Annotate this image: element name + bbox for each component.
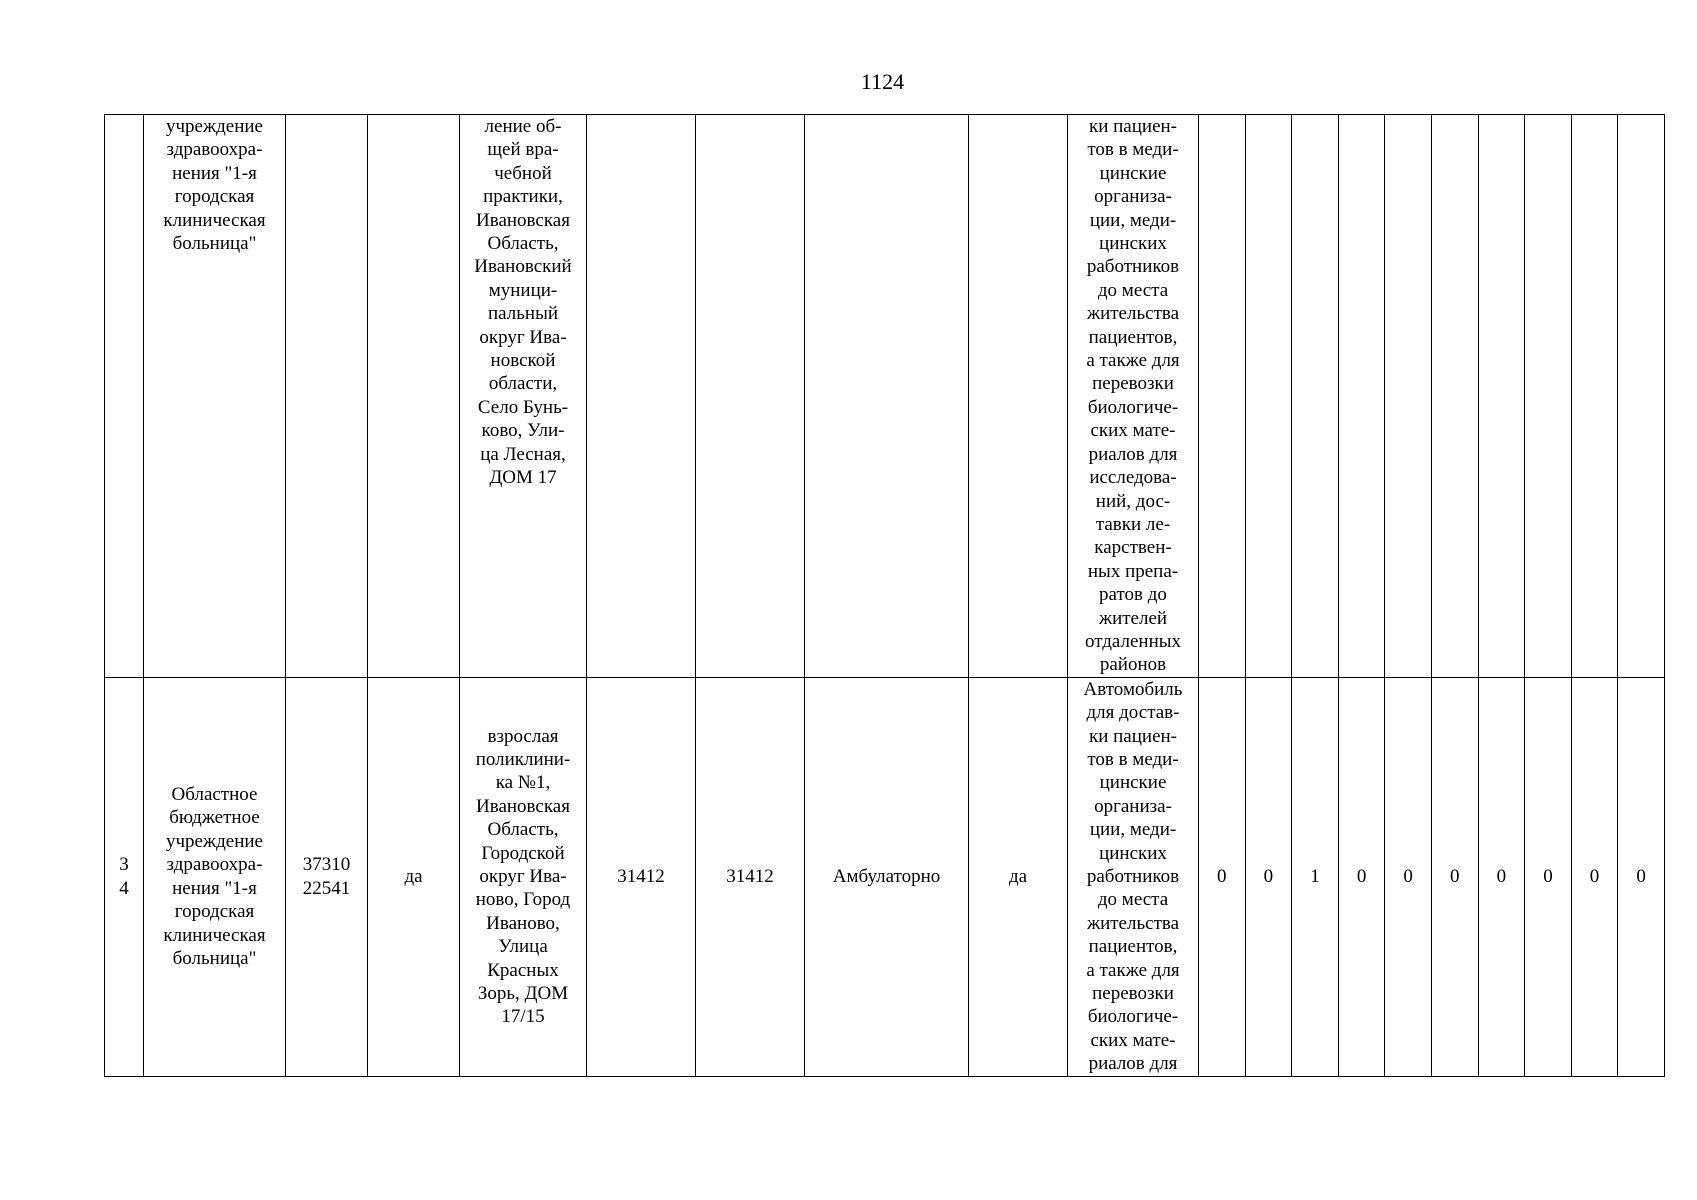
value-cell [1571, 115, 1618, 678]
code-cell [696, 115, 805, 678]
value-cell [1199, 115, 1246, 678]
organization-cell: учреждение здравоохра- нения "1-я городская клиническая больница" [144, 115, 286, 678]
purpose-cell: ки пациен- тов в меди- цинские организа- ции, меди- цинских работников до места жительства пациентов, а также для перевозки биологиче- ских мате- риалов для исследова- ний, дос- тавки ле- карствен- ных препа- ратов до жителей отдаленных районов [1068, 115, 1199, 678]
organization-cell: Областное бюджетное учреждение здравоохра- нения "1-я городская клиническая больница" [144, 677, 286, 1076]
flag-cell: да [368, 677, 460, 1076]
value-cell: 0 [1618, 677, 1665, 1076]
data-table [104, 114, 1665, 1077]
code-cell [587, 115, 696, 678]
inn-cell [286, 115, 368, 678]
value-cell: 0 [1478, 677, 1525, 1076]
value-cell [1618, 115, 1665, 678]
care-type-cell [805, 115, 969, 678]
page-number: 1124 [860, 69, 905, 94]
value-cell [1431, 115, 1478, 678]
code-cell: 31412 [696, 677, 805, 1076]
value-cell [1292, 115, 1339, 678]
value-cell [1245, 115, 1292, 678]
value-cell: 1 [1292, 677, 1339, 1076]
inn-cell: 37310 22541 [286, 677, 368, 1076]
value-cell: 0 [1525, 677, 1572, 1076]
value-cell [1478, 115, 1525, 678]
value-cell: 0 [1571, 677, 1618, 1076]
address-cell: взрослая поликлини- ка №1, Ивановская Область, Городской округ Ива- ново, Город Иваново, Улица Красных Зорь, ДОМ 17/15 [460, 677, 587, 1076]
care-type-cell: Амбулаторно [805, 677, 969, 1076]
value-cell: 0 [1431, 677, 1478, 1076]
table-row [105, 115, 1665, 678]
row-number-cell [105, 115, 144, 678]
flag-cell [368, 115, 460, 678]
value-cell [1525, 115, 1572, 678]
value-cell [1338, 115, 1385, 678]
purpose-cell: Автомобиль для достав- ки пациен- тов в меди- цинские организа- ции, меди- цинских работников до места жительства пациентов, а также для перевозки биологиче- ских мате- риалов для [1068, 677, 1199, 1076]
value-cell: 0 [1245, 677, 1292, 1076]
address-cell: ление об- щей вра- чебной практики, Ивановская Область, Ивановский муници- пальный округ Ива- новской области, Село Бунь- ково, Ули- ца Лесная, ДОМ 17 [460, 115, 587, 678]
flag-cell [969, 115, 1068, 678]
flag-cell: да [969, 677, 1068, 1076]
row-number-cell: 3 4 [105, 677, 144, 1076]
code-cell: 31412 [587, 677, 696, 1076]
value-cell: 0 [1338, 677, 1385, 1076]
value-cell: 0 [1385, 677, 1432, 1076]
table-row [105, 677, 1665, 1076]
value-cell: 0 [1199, 677, 1246, 1076]
value-cell [1385, 115, 1432, 678]
